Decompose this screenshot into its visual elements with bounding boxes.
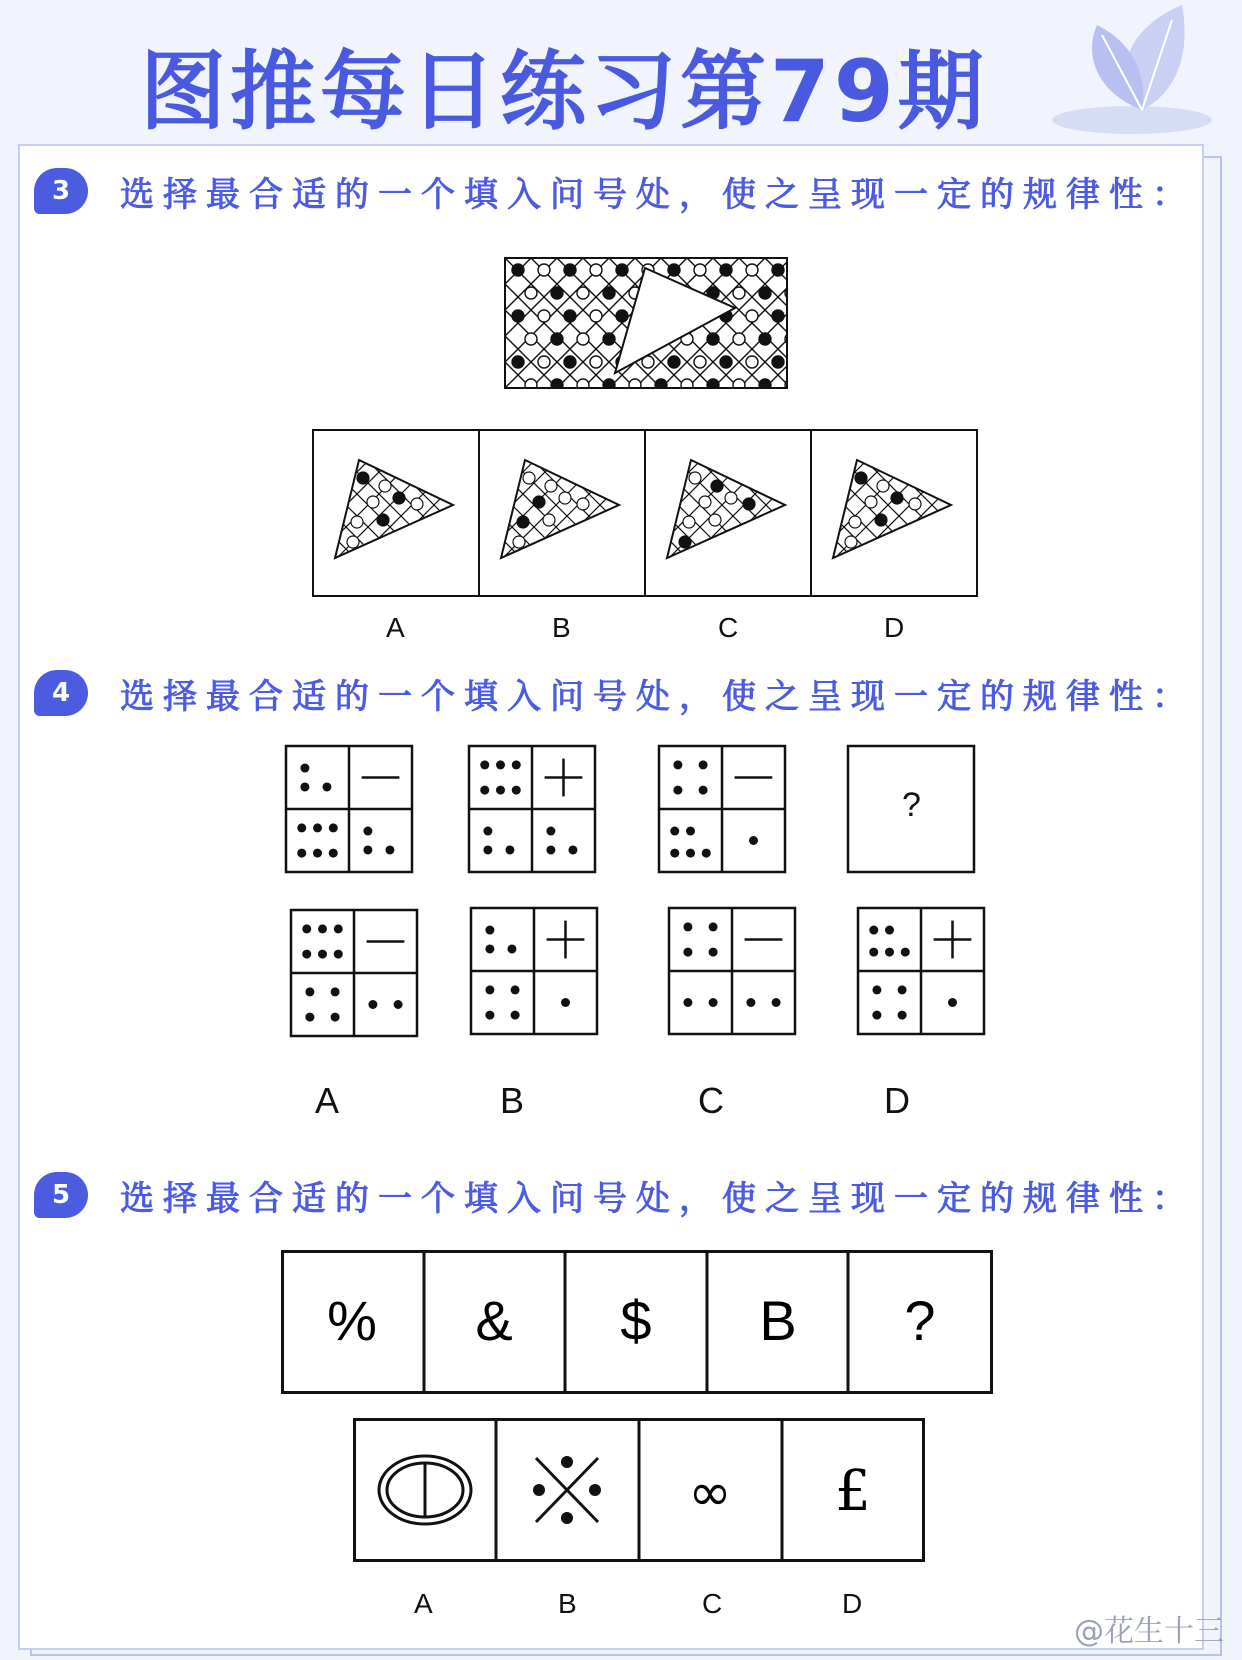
- dice-quadrant: [749, 836, 758, 845]
- dot: [485, 1011, 494, 1020]
- dot: [699, 786, 708, 795]
- dot: [511, 1011, 520, 1020]
- dot: [368, 1000, 377, 1009]
- dot: [686, 849, 695, 858]
- option-symbol-d: £: [835, 1459, 871, 1524]
- dot: [901, 948, 910, 957]
- dot: [772, 998, 781, 1007]
- sequence-symbol-1: %: [327, 1289, 377, 1352]
- dot: [683, 922, 692, 931]
- dot: [394, 1000, 403, 1009]
- dot: [480, 786, 489, 795]
- dot: [334, 924, 343, 933]
- dot: [300, 764, 309, 773]
- dice-quadrant: [561, 998, 570, 1007]
- dot: [673, 760, 682, 769]
- dot: [297, 849, 306, 858]
- dot: [511, 985, 520, 994]
- dot: [872, 985, 881, 994]
- dot: [709, 998, 718, 1007]
- dot: [546, 827, 555, 836]
- sequence-symbol-4: B: [759, 1289, 797, 1352]
- dot: [363, 845, 372, 854]
- dot: [872, 1011, 881, 1020]
- option-label-b: B: [500, 1080, 525, 1121]
- dot: [305, 1013, 314, 1022]
- option-label-a: A: [414, 1588, 433, 1619]
- dot: [561, 998, 570, 1007]
- dot: [496, 786, 505, 795]
- dot: [683, 998, 692, 1007]
- dot: [869, 948, 878, 957]
- sequence-question-mark: ?: [904, 1289, 936, 1352]
- option-label-d: D: [884, 1080, 910, 1121]
- option-label-d: D: [842, 1588, 863, 1619]
- option-label-b: B: [558, 1588, 577, 1619]
- dot: [318, 950, 327, 959]
- dice-quadrant: [948, 998, 957, 1007]
- dot: [670, 827, 679, 836]
- dot: [885, 926, 894, 935]
- dot: [483, 827, 492, 836]
- dot: [363, 827, 372, 836]
- dot: [683, 948, 692, 957]
- page-title: 图推每日练习第79期: [140, 42, 988, 142]
- dot: [385, 845, 394, 854]
- option-label-c: C: [698, 1080, 724, 1121]
- dot: [318, 924, 327, 933]
- dot: [709, 948, 718, 957]
- dot: [329, 823, 338, 832]
- dot: [670, 849, 679, 858]
- option-label-c: C: [702, 1588, 723, 1619]
- dot: [302, 950, 311, 959]
- dot: [334, 950, 343, 959]
- dot: [496, 760, 505, 769]
- dot: [898, 985, 907, 994]
- question-prompt: 选择最合适的一个填入问号处，使之呈现一定的规律性：: [120, 676, 1195, 717]
- dot: [709, 922, 718, 931]
- sequence-symbol-3: $: [620, 1289, 652, 1352]
- question-prompt: 选择最合适的一个填入问号处，使之呈现一定的规律性：: [120, 1178, 1195, 1219]
- dot: [297, 823, 306, 832]
- dot: [512, 786, 521, 795]
- dot: [885, 948, 894, 957]
- dot: [568, 845, 577, 854]
- dot: [699, 760, 708, 769]
- sequence-symbol-2: &: [475, 1289, 513, 1352]
- dot: [331, 987, 340, 996]
- dot: [702, 849, 711, 858]
- question-number-badge: 4: [34, 670, 88, 716]
- dot: [485, 985, 494, 994]
- dot: [686, 827, 695, 836]
- option-label-d: D: [884, 612, 905, 643]
- dot: [313, 849, 322, 858]
- dot: [485, 926, 494, 935]
- dot: [485, 944, 494, 953]
- dot: [749, 836, 758, 845]
- dot: [898, 1011, 907, 1020]
- question-mark: ?: [902, 786, 921, 824]
- watermark: @花生十三: [1074, 1614, 1224, 1649]
- dot: [869, 926, 878, 935]
- question-5-header: [34, 1172, 1195, 1218]
- dot: [507, 944, 516, 953]
- dot: [483, 845, 492, 854]
- dot: [305, 987, 314, 996]
- cross-dots-symbol-icon: [533, 1456, 601, 1524]
- dot: [480, 760, 489, 769]
- dot: [300, 782, 309, 791]
- dot: [512, 760, 521, 769]
- dot: [948, 998, 957, 1007]
- dot: [322, 782, 331, 791]
- q5-options: [353, 1418, 925, 1562]
- question-number-badge: 5: [34, 1172, 88, 1218]
- question-prompt: 选择最合适的一个填入问号处，使之呈现一定的规律性：: [120, 174, 1195, 215]
- dot: [313, 823, 322, 832]
- question-number-badge: 3: [34, 168, 88, 214]
- option-symbol-c: ∞: [688, 1463, 732, 1523]
- option-label-c: C: [718, 612, 739, 643]
- q5-sequence: [281, 1250, 993, 1394]
- option-label-b: B: [552, 612, 571, 643]
- dot: [505, 845, 514, 854]
- option-label-a: A: [315, 1080, 340, 1121]
- dot: [673, 786, 682, 795]
- dot: [302, 924, 311, 933]
- option-label-a: A: [386, 612, 405, 643]
- dot: [746, 998, 755, 1007]
- dot: [329, 849, 338, 858]
- dot: [331, 1013, 340, 1022]
- dot: [546, 845, 555, 854]
